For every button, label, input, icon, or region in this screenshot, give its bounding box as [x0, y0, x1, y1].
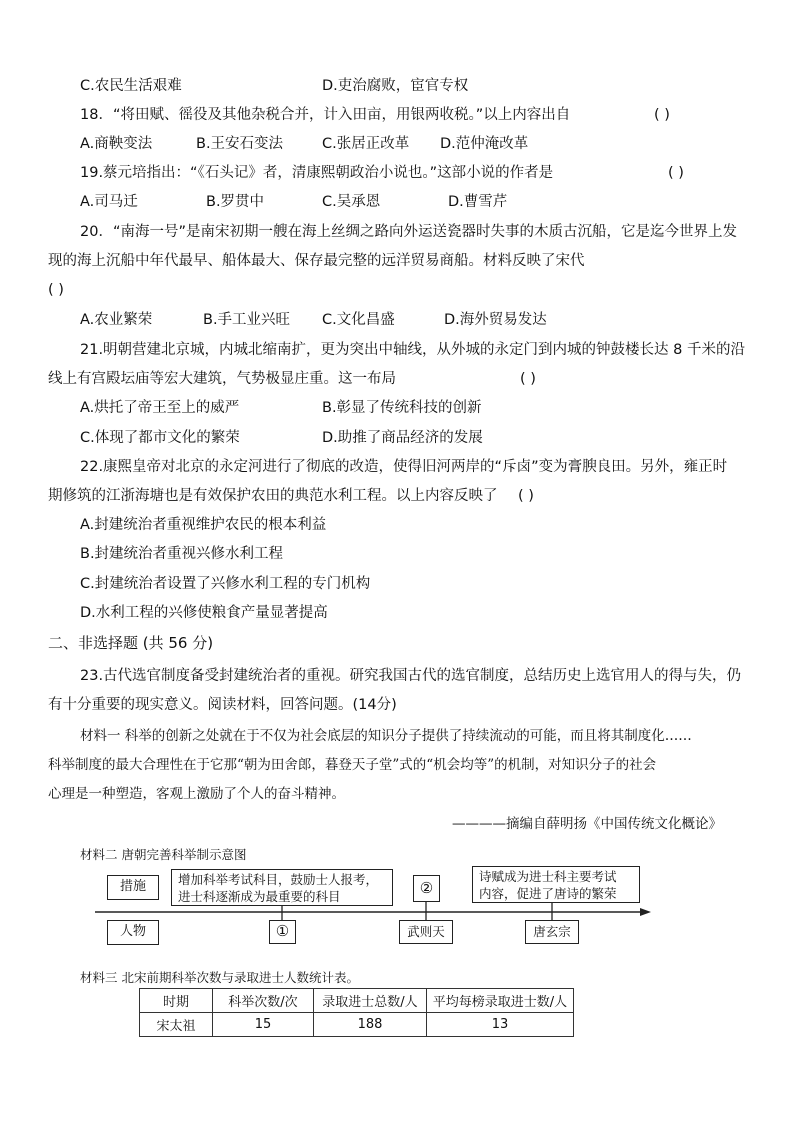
measure1-line2: 进士科逐渐成为最重要的科目 [178, 889, 341, 904]
q20-option-a: A.农业繁荣 [80, 312, 153, 328]
measure1-line1: 增加科举考试科目，鼓励士人报考， [178, 872, 379, 887]
q21-option-d: D.助推了商品经济的发展 [322, 430, 483, 446]
q19-option-c: C.吴承恩 [322, 194, 381, 210]
q17-option-c: C.农民生活艰难 [80, 78, 182, 94]
measure3-box [472, 866, 640, 903]
q20-answer-paren: ( ) [48, 282, 64, 298]
q22-stem-line2: 期修筑的江浙海塘也是有效保护农田的典范水利工程。以上内容反映了 [48, 488, 498, 504]
q20-option-d: D.海外贸易发达 [444, 312, 547, 328]
q21-answer-paren: ( ) [520, 371, 536, 387]
q23-stem-line2: 有十分重要的现实意义。阅读材料，回答问题。(14分) [48, 697, 397, 713]
material1-line1: 材料一 科举的创新之处就在于不仅为社会底层的知识分子提供了持续流动的可能，而且将其制度化…… [80, 728, 692, 744]
timeline-diagram [95, 866, 655, 946]
material1-line3: 心理是一种塑造，客观上激励了个人的奋斗精神。 [48, 786, 345, 802]
q21-stem-line1: 21.明朝营建北京城，内城北缩南扩，更为突出中轴线，从外城的永定门到内城的钟鼓楼长达 8 千米的沿 [80, 342, 745, 358]
statistics-table [139, 988, 574, 1037]
q17-option-d: D.吏治腐败，宦官专权 [322, 78, 469, 94]
measure2-box: ② [413, 875, 440, 902]
q22-option-d: D.水利工程的兴修使粮食产量显著提高 [80, 605, 328, 621]
q18-answer-paren: ( ) [654, 107, 670, 123]
q20-stem-line1: 20．“南海一号”是南宋初期一艘在海上丝绸之路向外运送瓷器时失事的木质古沉船，它是迄今世界上发 [80, 224, 737, 240]
q19-option-b: B.罗贯中 [206, 194, 265, 210]
q19-option-d: D.曹雪芹 [448, 194, 508, 210]
section-heading: 二、非选择题 (共 56 分) [48, 634, 214, 652]
q20-option-c: C.文化昌盛 [322, 312, 395, 328]
q18-stem: 18．“将田赋、徭役及其他杂税合并，计入田亩，用银两收税。”以上内容出自 [80, 107, 571, 123]
q23-stem-line1: 23.古代选官制度备受封建统治者的重视。研究我国古代的选官制度，总结历史上选官用人的得与失，仍 [80, 668, 742, 684]
timeline-arrowhead [640, 908, 651, 916]
q21-stem-line2: 线上有宫殿坛庙等宏大建筑，气势极显庄重。这一布局 [48, 371, 396, 387]
q21-option-a: A.烘托了帝王至上的威严 [80, 400, 240, 416]
q22-answer-paren: ( ) [518, 488, 534, 504]
table-cell: 15 [213, 1013, 314, 1037]
q22-option-a: A.封建统治者重视维护农民的根本利益 [80, 517, 327, 533]
q21-option-c: C.体现了都市文化的繁荣 [80, 430, 240, 446]
q19-option-a: A.司马迁 [80, 194, 138, 210]
table-header-row [140, 989, 574, 1013]
table-cell: 宋太祖 [140, 1013, 213, 1037]
measure1-box [171, 869, 393, 906]
q22-option-b: B.封建统治者重视兴修水利工程 [80, 546, 284, 562]
q18-option-c: C.张居正改革 [322, 136, 410, 152]
table-header-cell: 时期 [140, 989, 213, 1013]
q20-option-b: B.手工业兴旺 [203, 312, 291, 328]
measure3-line2: 内容，促进了唐诗的繁荣 [479, 886, 617, 901]
q21-option-b: B.彰显了传统科技的创新 [322, 400, 482, 416]
person3-box: 唐玄宗 [525, 920, 579, 944]
table-header-cell: 科举次数/次 [213, 989, 314, 1013]
material1-line2: 科举制度的最大合理性在于它那“朝为田舍郎，暮登天子堂”式的“机会均等”的机制，对知识分子的社会 [48, 757, 657, 773]
q22-option-c: C.封建统治者设置了兴修水利工程的专门机构 [80, 576, 371, 592]
measures-label: 措施 [107, 875, 159, 900]
q20-stem-line2: 现的海上沉船中年代最早、船体最大、保存最完整的远洋贸易商船。材料反映了宋代 [48, 253, 585, 269]
table-cell: 188 [314, 1013, 427, 1037]
q19-stem: 19.蔡元培指出：“《石头记》者，清康熙朝政治小说也。”这部小说的作者是 [80, 165, 554, 181]
material2-title: 材料二 唐朝完善科举制示意图 [80, 847, 247, 862]
material1-source: ————摘编自薛明扬《中国传统文化概论》 [452, 816, 722, 832]
table-row [140, 1013, 574, 1037]
q18-option-d: D.范仲淹改革 [440, 136, 529, 152]
table-header-cell: 平均每榜录取进士数/人 [427, 989, 574, 1013]
table-header-cell: 录取进士总数/人 [314, 989, 427, 1013]
q19-answer-paren: ( ) [668, 165, 684, 181]
table-cell: 13 [427, 1013, 574, 1037]
person2-box: 武则天 [399, 920, 453, 944]
q18-option-a: A.商鞅变法 [80, 136, 153, 152]
measure3-line1: 诗赋成为进士科主要考试 [479, 869, 617, 884]
q18-option-b: B.王安石变法 [196, 136, 284, 152]
material3-title: 材料三 北宋前期科举次数与录取进士人数统计表。 [80, 970, 359, 985]
people-label: 人物 [107, 920, 159, 945]
q22-stem-line1: 22.康熙皇帝对北京的永定河进行了彻底的改造，使得旧河两岸的“斥卤”变为膏腴良田。另外，雍正时 [80, 459, 728, 475]
person1-box: ① [269, 920, 296, 944]
